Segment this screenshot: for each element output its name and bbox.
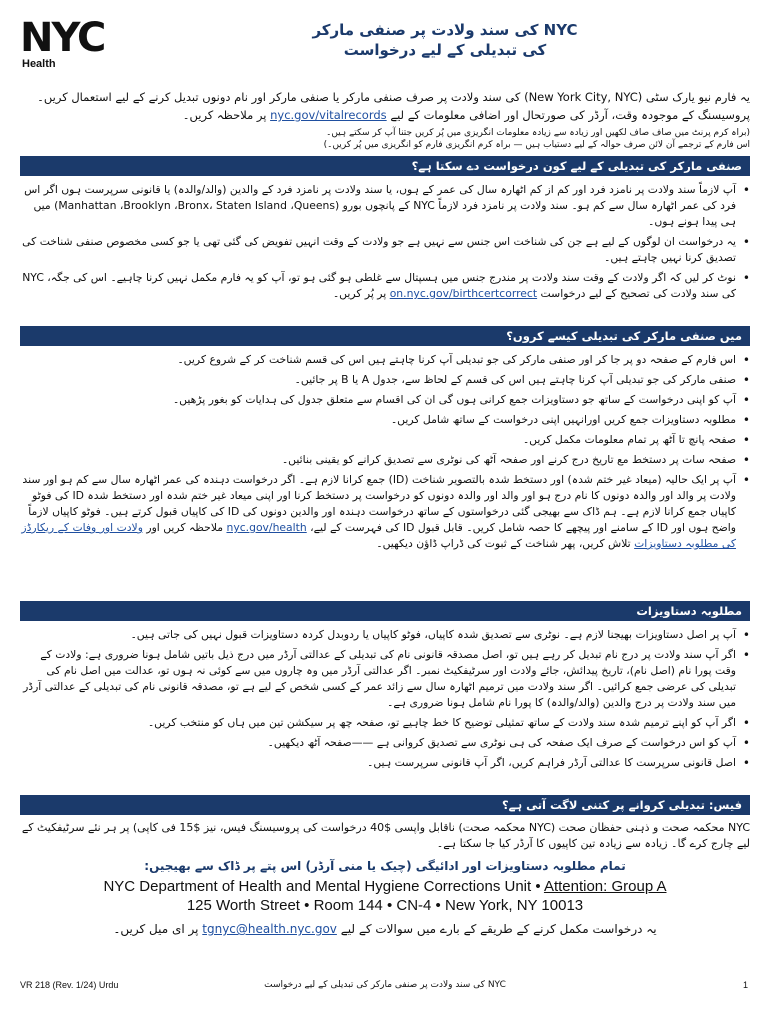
page-title [140,20,750,60]
fee-paragraph: NYC محکمہ صحت و ذہنی حفظان صحت (NYC محکمہ صحت) ناقابل واپسی $40 درخواست کی پروسیسنگ فیس، نیز $15 فی کاپی) پر ہر نئے سرٹیفکیٹ کے لیے چارج کرے گا۔ زیادہ سے زیادہ تین کاپیوں کا آرڈر کیا جا سکتا ہے۔ [21,821,750,850]
mail-heading: تمام مطلوبہ دستاویزات اور ادائیگی (چیک یا منی آرڈر) اس پتے پر ڈاک سے بھیجیں: [144,859,626,873]
how-list [20,352,750,556]
list-item: • آپ لازماً سند ولادت پر نامزد فرد اور کم از کم اٹھارہ سال کی عمر کے ہوں، یا سند ولادت پر نامزد فرد کے والدین (والد/والدہ) یا قانونی سرپرست ہوں اگر اس فرد کی عمر اٹھارہ سال سے کم ہو۔ سند ولادت پر نامزد فرد لازماً NYC کے پانچوں بورو (Manhattan ،Brooklyn ،Bronx، Staten Island ،Queens) میں ہی پیدا ہونے ہوں۔ [20,182,750,230]
email-paragraph [20,922,750,936]
footer-title: NYC کی سند ولادت پر صنفی مارکر کی تبدیلی کے لیے درخواست [264,980,506,990]
list-item: • صفحہ سات پر دستخط مع تاریخ درج کرنے اور صفحہ آٹھ کی نوٹری سے تصدیق کرانے کو یقینی بنائیں۔ [20,452,750,468]
title-line-1: NYC کی سند ولادت پر صنفی مارکر [312,21,578,39]
docs-list [20,627,750,775]
section-how-header: میں صنفی مارکر کی تبدیلی کیسے کروں؟ [20,326,750,346]
vitalrecords-link[interactable]: nyc.gov/vitalrecords [270,108,387,122]
section-docs-header: مطلوبہ دستاویزات [20,601,750,621]
email-link[interactable]: tgnyc@health.nyc.gov [202,922,337,936]
section-fee-header: فیس: تبدیلی کروانے پر کتنی لاگت آتی ہے؟ [20,795,750,815]
list-item-text-mid: ملاحظہ کریں اور [142,521,227,534]
mail-address-line-1: NYC Department of Health and Mental Hygiene Corrections Unit • Attention: Group A [103,878,667,895]
intro-text: یہ فارم نیو یارک سٹی (New York City, NYC) کی سند ولادت پر صرف صنفی مارکر یا صنفی مارکر اور نام دونوں تبدیل کرنے کے لیے استعمال کریں۔ پروسیسنگ کے موجودہ وقت، آرڈر کی صورتحال اور اضافی معلومات کے لیے [37,90,750,122]
list-item: • مطلوبہ دستاویزات جمع کریں اورانہیں اپنی درخواست کے ساتھ شامل کریں۔ [20,412,750,428]
mail-cn: CN-4 [396,897,432,914]
list-item-text: آپ پر ایک حالیہ (میعاد غیر ختم شدہ) اور دستخط شدہ بالتصویر شناخت (ID) جمع کرانا لازم ہے۔ اگر درخواست دہندہ کی عمر اٹھارہ سال سے کم ہو اور سند ولادت پر والد اور والدہ دونوں کا نام درج ہو اور والد اور والدہ دونوں کو درخواست پر دستخط کرنا اور اپنی میعاد غیر ختم شدہ اور دستخط شدہ ID کی فوٹو کاپیاں جمع کرانا لازم ہے۔ ہم ڈاک سے بھیجی گئی درخواستوں کے ساتھ درخواست دہندہ اور والدین دونوں کی ID کی کاپیاں قبول کرتے ہیں۔ فوٹو کاپیاں لازماً واضح ہوں اور ID کے سامنے اور پیچھے کا حصہ شامل کریں۔ قابل قبول ID کی فہرست کے لیے، [22,473,736,534]
mail-dept: NYC Department of Health and Mental Hygiene Corrections Unit [103,878,532,895]
list-item-text-end: تلاش کریں، پھر شناخت کے ثبوت کی ڈراپ ڈاؤن دیکھیں۔ [376,537,635,550]
list-item-text: نوٹ کر لیں کہ اگر ولادت کے وقت سند ولادت پر مندرج جنس میں ہسپتال سے غلطی ہو گئی ہو تو، آپ کو یہ فارم مکمل نہیں کرنا چاہیے۔ اس کی جگہ، NYC کی سند ولادت کی تصحیح کے لیے درخواست [22,271,736,300]
list-item: • یہ درخواست ان لوگوں کے لیے ہے جن کی شناخت اس جنس سے نہیں ہے جو ولادت کے وقت انہیں تفویض کی گئی تھی یا جو کسی مخصوص صنفی شناخت کی تصدیق کرنا نہیں چاہتے ہیں۔ [20,234,750,266]
note-line-1: (براہ کرم پرنٹ میں صاف صاف لکھیں اور زیادہ سے زیادہ معلومات انگریزی میں پُر کریں جتنا آپ کر سکتے ہیں۔ [326,128,750,138]
mail-room: Room 144 [313,897,383,914]
section-who-header: صنفی مارکر کی تبدیلی کے لیے کون درخواست دے سکتا ہے؟ [20,156,750,176]
list-item: • آپ پر اصل دستاویزات بھیجنا لازم ہے۔ نوٹری سے تصدیق شدہ کاپیاں، فوٹو کاپیاں یا ردوبدل کردہ دستاویزات قبول نہیں کی جاتی ہیں۔ [20,627,750,643]
list-item: • آپ کو اس درخواست کے صرف ایک صفحہ کی ہی نوٹری سے تصدیق کروانی ہے ——صفحہ آٹھ دیکھیں۔ [20,735,750,751]
mail-attention: Attention: Group A [543,878,667,895]
list-item: • اگر آپ کو اپنے ترمیم شدہ سند ولادت کے ساتھ تمثیلی توضیح کا خط چاہیے تو، صفحہ چھ پر سیکشن تین میں ہاں کو منتخب کریں۔ [20,715,750,731]
nyc-health-link[interactable]: nyc.gov/health [226,521,307,534]
email-text: یہ درخواست مکمل کرنے کے طریقے کے بارے میں سوالات کے لیے [336,922,657,936]
who-list [20,182,750,306]
mail-street: 125 Worth Street [186,897,300,914]
list-item [20,270,750,302]
required-documents-link[interactable]: ولادت اور وفات کے ریکارڈز کی مطلوبہ دستاویزات [21,521,736,550]
list-item [20,472,750,552]
print-note [20,127,750,151]
nyc-logo: NYC [20,15,105,61]
intro-paragraph [20,88,750,124]
list-item: • صنفی مارکر کی جو تبدیلی آپ کرنا چاہتے ہیں اس کی قسم کے لحاظ سے، جدول A یا B پر جائیں۔ [20,372,750,388]
list-item: • اس فارم کے صفحہ دو پر جا کر اور صنفی مارکر کی جو تبدیلی آپ کرنا چاہتے ہیں اس کی قسم شناخت کر کے شروع کریں۔ [20,352,750,368]
title-line-2: کی تبدیلی کے لیے درخواست [343,41,547,59]
birthcertcorrect-link[interactable]: on.nyc.gov/birthcertcorrect [389,287,538,300]
list-item-text-end: پر پُر کریں۔ [332,287,390,300]
mail-address-line-2: 125 Worth Street • Room 144 • CN-4 • New York, NY 10013 [186,897,584,914]
intro-text-end: پر ملاحظہ کریں۔ [182,108,271,122]
page-number: 1 [742,980,748,990]
list-item: • اگر آپ سند ولادت پر درج نام تبدیل کر رہے ہیں تو، اصل مصدقہ قانونی نام کی تبدیلی کے عدالتی آرڈر میں درج ذیل باتیں شامل ہونا ضروری ہے: ولادت کے وقت پورا نام (اصل نام)، تاریخ پیدائش، جائے ولادت اور سرٹیفکیٹ نمبر۔ اگر عدالتی آرڈر میں وہ چاروں میں سے کوئی نہ ہوں تو، عدالت میں اصل نام کی تبدیلی کی عرضی جمع کرائیں۔ اگر سند ولادت میں ترمیم اٹھارہ سال سے زائد عمر کے کسی شخص کے لیے ہے تو، مصدقہ قانونی نام کی تبدیلی کے عدالتی آرڈر میں سند ولادت پر درج والدین (والد/والدہ) کا پورا نام شامل ہونا ضروری ہے۔ [20,647,750,711]
mail-city: New York, NY 10013 [444,897,584,914]
health-logo-label: Health [22,58,56,70]
list-item: • آپ کو اپنی درخواست کے ساتھ جو دستاویزات جمع کرانی ہوں گی ان کی اقسام سے متعلق جدول کی ہدایات کو بغور پڑھیں۔ [20,392,750,408]
form-code: VR 218 (Rev. 1/24) Urdu [20,980,119,990]
list-item: • اصل قانونی سرپرست کا عدالتی آرڈر فراہم کریں، اگر آپ قانونی سرپرست ہیں۔ [20,755,750,771]
note-line-2: اس فارم کے ترجمے آن لائن صرف حوالہ کے لیے دستیاب ہیں — براہ کرم انگریزی فارم کو انگریزی میں پُر کریں۔) [323,140,750,150]
email-text-end: پر ای میل کریں۔ [113,922,203,936]
list-item: • صفحہ پانچ تا آٹھ پر تمام معلومات مکمل کریں۔ [20,432,750,448]
